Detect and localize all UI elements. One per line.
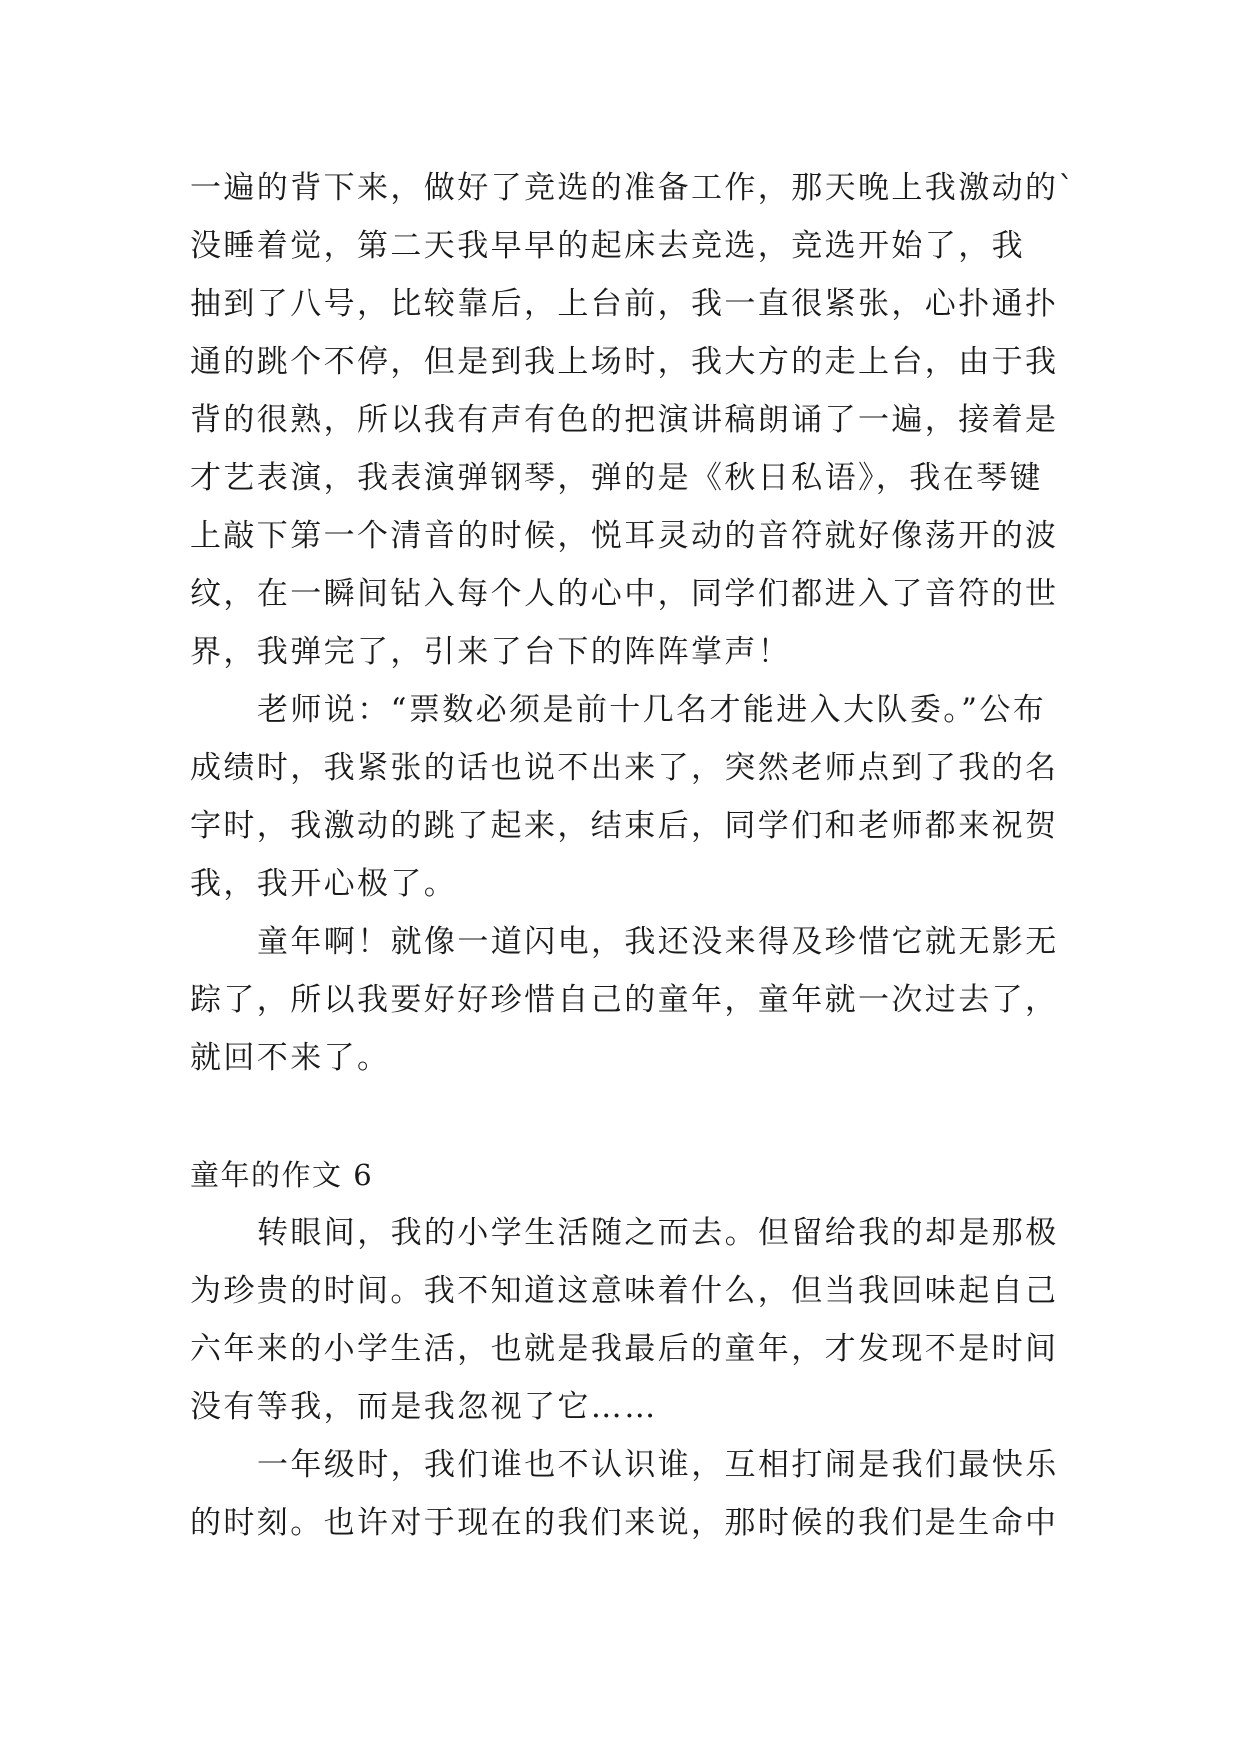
paragraph-first-line: 老师说：“票数必须是前十几名才能进入大队委。”公布 — [257, 692, 1047, 728]
text-line: 踪了，所以我要好好珍惜自己的童年，童年就一次过去了， — [190, 982, 1059, 1018]
text-line: 字时，我激动的跳了起来，结束后，同学们和老师都来祝贺 — [190, 808, 1059, 844]
text-line: 界，我弹完了，引来了台下的阵阵掌声！ — [190, 634, 792, 670]
text-line: 的时刻。也许对于现在的我们来说，那时候的我们是生命中 — [190, 1505, 1059, 1541]
text-line: 通的跳个不停，但是到我上场时，我大方的走上台，由于我 — [190, 344, 1059, 380]
text-line: 才艺表演，我表演弹钢琴，弹的是《秋日私语》，我在琴键 — [190, 460, 1043, 496]
text-line: 就回不来了。 — [190, 1040, 391, 1076]
paragraph-first-line: 转眼间，我的小学生活随之而去。但留给我的却是那极 — [257, 1215, 1059, 1251]
section-title: 童年的作文 6 — [190, 1158, 374, 1192]
text-line: 没睡着觉，第二天我早早的起床去竞选，竞选开始了，我 — [190, 228, 1025, 264]
paragraph-first-line: 童年啊！就像一道闪电，我还没来得及珍惜它就无影无 — [257, 924, 1059, 960]
text-line: 背的很熟，所以我有声有色的把演讲稿朗诵了一遍，接着是 — [190, 402, 1059, 438]
text-line: 抽到了八号，比较靠后，上台前，我一直很紧张，心扑通扑 — [190, 286, 1059, 322]
text-line: 为珍贵的时间。我不知道这意味着什么，但当我回味起自己 — [190, 1273, 1059, 1309]
text-line: 成绩时，我紧张的话也说不出来了，突然老师点到了我的名 — [190, 750, 1059, 786]
text-line: 纹，在一瞬间钻入每个人的心中，同学们都进入了音符的世 — [190, 576, 1059, 612]
text-line: 上敲下第一个清音的时候，悦耳灵动的音符就好像荡开的波 — [190, 518, 1059, 554]
text-line: 六年来的小学生活，也就是我最后的童年，才发现不是时间 — [190, 1331, 1059, 1367]
paragraph-first-line: 一年级时，我们谁也不认识谁，互相打闹是我们最快乐 — [257, 1447, 1059, 1483]
text-line: 一遍的背下来，做好了竞选的准备工作，那天晚上我激动的` — [190, 170, 1077, 206]
text-line: 我，我开心极了。 — [190, 866, 458, 902]
text-line: 没有等我，而是我忽视了它…… — [190, 1389, 658, 1425]
